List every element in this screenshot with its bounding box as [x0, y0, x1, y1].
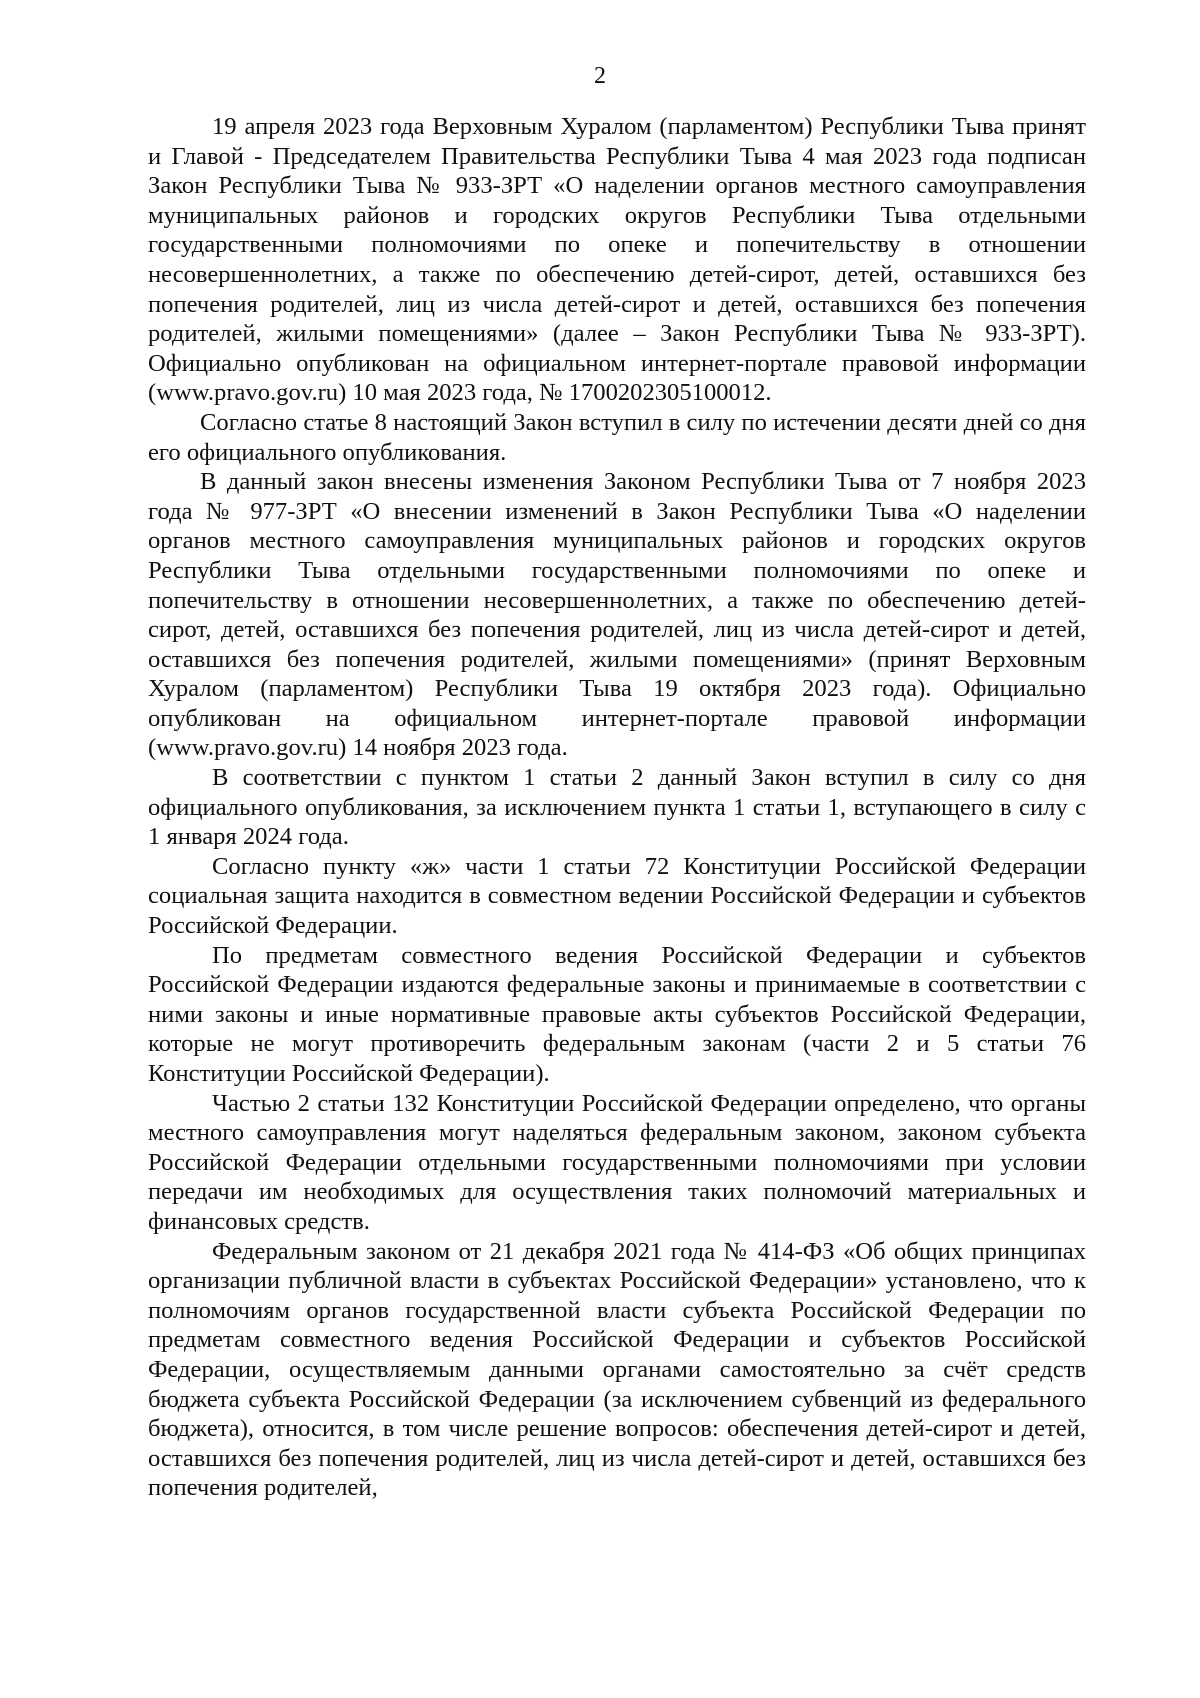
page-number: 2 — [594, 63, 606, 89]
paragraph-amendment-entry-into-force: В соответствии с пунктом 1 статьи 2 данный Закон вступил в силу со дня официального опубликования, за исключением пункта 1 статьи 1, вступающего в силу с 1 января 2024 года. — [148, 764, 1086, 851]
paragraph-law-977-amendments: В данный закон внесены изменения Законом Республики Тыва от 7 ноября 2023 года № 977-ЗРТ «О внесении изменений в Закон Республики Тыва «О наделении органов местного самоуправления муниципальных районов и городских округов Республики Тыва отдельными государственными полномочиями по опеке и попечительству в отношении несовершеннолетних, а также по обеспечению детей-сирот, детей, оставшихся без попечения родителей, лиц из числа детей-сирот и детей, оставшихся без попечения родителей, жилыми помещениями» (принят Верховным Хуралом (парламентом) Республики Тыва 19 октября 2023 года). Официально опубликован на официальном интернет-портале правовой информации (www.pravo.gov.ru) 14 ноября 2023 года. — [148, 468, 1086, 762]
paragraph-constitution-article-132: Частью 2 статьи 132 Конституции Российской Федерации определено, что органы местного самоуправления могут наделяться федеральным законом, законом субъекта Российской Федерации отдельными государственными полномочиями при условии передачи им необходимых для осуществления таких полномочий материальных и финансовых средств. — [148, 1089, 1086, 1235]
paragraph-constitution-article-76: По предметам совместного ведения Российской Федерации и субъектов Российской Федерации издаются федеральные законы и принимаемые в соответствии с ними законы и иные нормативные правовые акты субъектов Российской Федерации, которые не могут противоречить федеральным законам (части 2 и 5 статьи 76 Конституции Российской Федерации). — [148, 941, 1086, 1087]
paragraph-law-933-adoption: 19 апреля 2023 года Верховным Хуралом (парламентом) Республики Тыва принят и Главой - Председателем Правительства Республики Тыва 4 мая 2023 года подписан Закон Республики Тыва № 933-ЗРТ «О наделении органов местного самоуправления муниципальных районов и городских округов Республики Тыва отдельными государственными полномочиями по опеке и попечительству в отношении несовершеннолетних, а также по обеспечению детей-сирот, детей, оставшихся без попечения родителей, лиц из числа детей-сирот и детей, оставшихся без попечения родителей, жилыми помещениями» (далее – Закон Республики Тыва № 933-ЗРТ). Официально опубликован на официальном интернет-портале правовой информации (www.pravo.gov.ru) 10 мая 2023 года, № 1700202305100012. — [148, 113, 1086, 407]
document-body — [148, 112, 1086, 1503]
paragraph-entry-into-force: Согласно статье 8 настоящий Закон вступил в силу по истечении десяти дней со дня его официального опубликования. — [148, 408, 1086, 466]
paragraph-constitution-article-72: Согласно пункту «ж» части 1 статьи 72 Конституции Российской Федерации социальная защита находится в совместном ведении Российской Федерации и субъектов Российской Федерации. — [148, 852, 1086, 940]
paragraph-federal-law-414: Федеральным законом от 21 декабря 2021 года № 414-ФЗ «Об общих принципах организации публичной власти в субъектах Российской Федерации» установлено, что к полномочиям органов государственной власти субъекта Российской Федерации по предметам совместного ведения Российской Федерации и субъектов Российской Федерации, осуществляемым данными органами самостоятельно за счёт средств бюджета субъекта Российской Федерации (за исключением субвенций из федерального бюджета), относится, в том числе решение вопросов: обеспечения детей-сирот и детей, оставшихся без попечения родителей, лиц из числа детей-сирот и детей, оставшихся без попечения родителей, — [148, 1237, 1086, 1502]
